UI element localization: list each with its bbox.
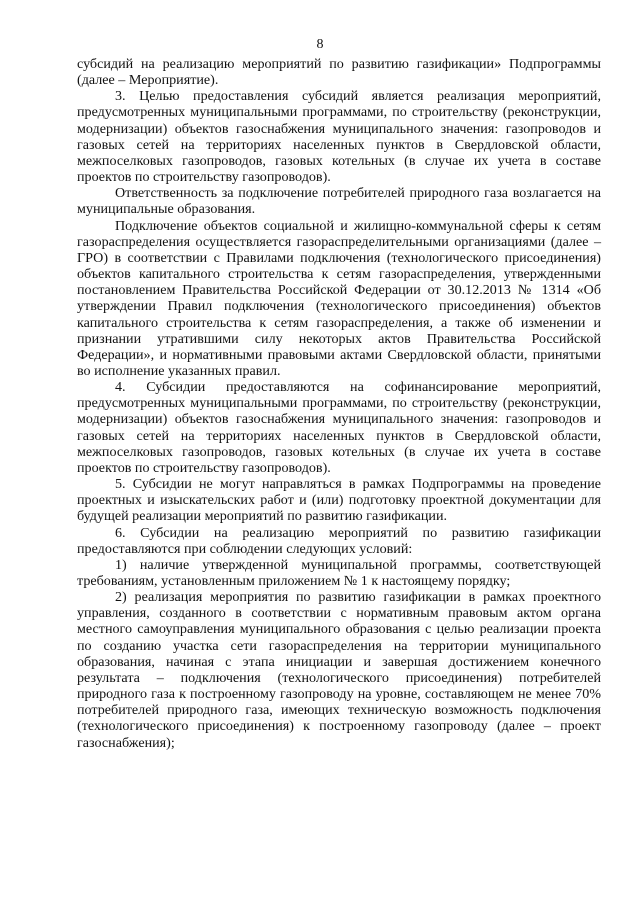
paragraph-item-5: 5. Субсидии не могут направляться в рамках Подпрограммы на проведение проектных и изыскательских работ и (или) подготовку проектной документации для будущей реализации мероприятий по развитию газификации.	[77, 476, 601, 525]
paragraph-condition-1: 1) наличие утвержденной муниципальной программы, соответствующей требованиям, установленным приложением № 1 к настоящему порядку;	[77, 556, 601, 589]
paragraph-responsibility: Ответственность за подключение потребителей природного газа возлагается на муниципальные образования.	[77, 185, 601, 218]
paragraph-continuation: субсидий на реализацию мероприятий по развитию газификации» Подпрограммы (далее – Мероприятие).	[77, 56, 601, 89]
paragraph-connection: Подключение объектов социальной и жилищно-коммунальной сферы к сетям газораспределения осуществляется газораспределительными организациями (далее – ГРО) в соответствии с Правилами подключения (технологического присоединения) объектов капитального строительства к сетям газораспределения, утвержденными постановлением Правительства Российской Федерации от 30.12.2013 № 1314 «Об утверждении Правил подключения (технологического присоединения) объектов капитального строительства к сетям газораспределения, а также об изменении и признании утратившими силу некоторых актов Правительства Российской Федерации», и нормативными правовыми актами Свердловской области, принятыми во исполнение указанных правил.	[77, 217, 601, 379]
page-number: 8	[316, 37, 324, 52]
paragraph-condition-2: 2) реализация мероприятия по развитию газификации в рамках проектного управления, созданного в соответствии с нормативным правовым актом органа местного самоуправления муниципального образования с целью реализации проекта по созданию участка сети газораспределения на территории муниципального образования, начиная с этапа инициации и завершая достижением конечного результата – подключения (технологического присоединения) потребителей природного газа к построенному газопроводу на уровне, составляющем не менее 70% потребителей природного газа, имеющих техническую возможность подключения (технологического присоединения) к построенному газопроводу (далее – проект газоснабжения);	[77, 589, 601, 751]
document-body	[77, 56, 601, 751]
paragraph-item-3: 3. Целью предоставления субсидий является реализация мероприятий, предусмотренных муниципальными программами, по строительству (реконструкции, модернизации) объектов газоснабжения муниципального значения: газопроводов и газовых сетей на территориях населенных пунктов в Свердловской области, межпоселковых газопроводов, газовых котельных (в случае их учета в составе проектов по строительству газопроводов).	[77, 88, 601, 186]
paragraph-item-4: 4. Субсидии предоставляются на софинансирование мероприятий, предусмотренных муниципальными программами, по строительству (реконструкции, модернизации) объектов газоснабжения муниципального значения: газопроводов и газовых сетей на территориях населенных пунктов в Свердловской области, межпоселковых газопроводов, газовых котельных (в случае их учета в составе проектов по строительству газопроводов).	[77, 379, 601, 476]
paragraph-item-6: 6. Субсидии на реализацию мероприятий по развитию газификации предоставляются при соблюдении следующих условий:	[77, 524, 601, 557]
